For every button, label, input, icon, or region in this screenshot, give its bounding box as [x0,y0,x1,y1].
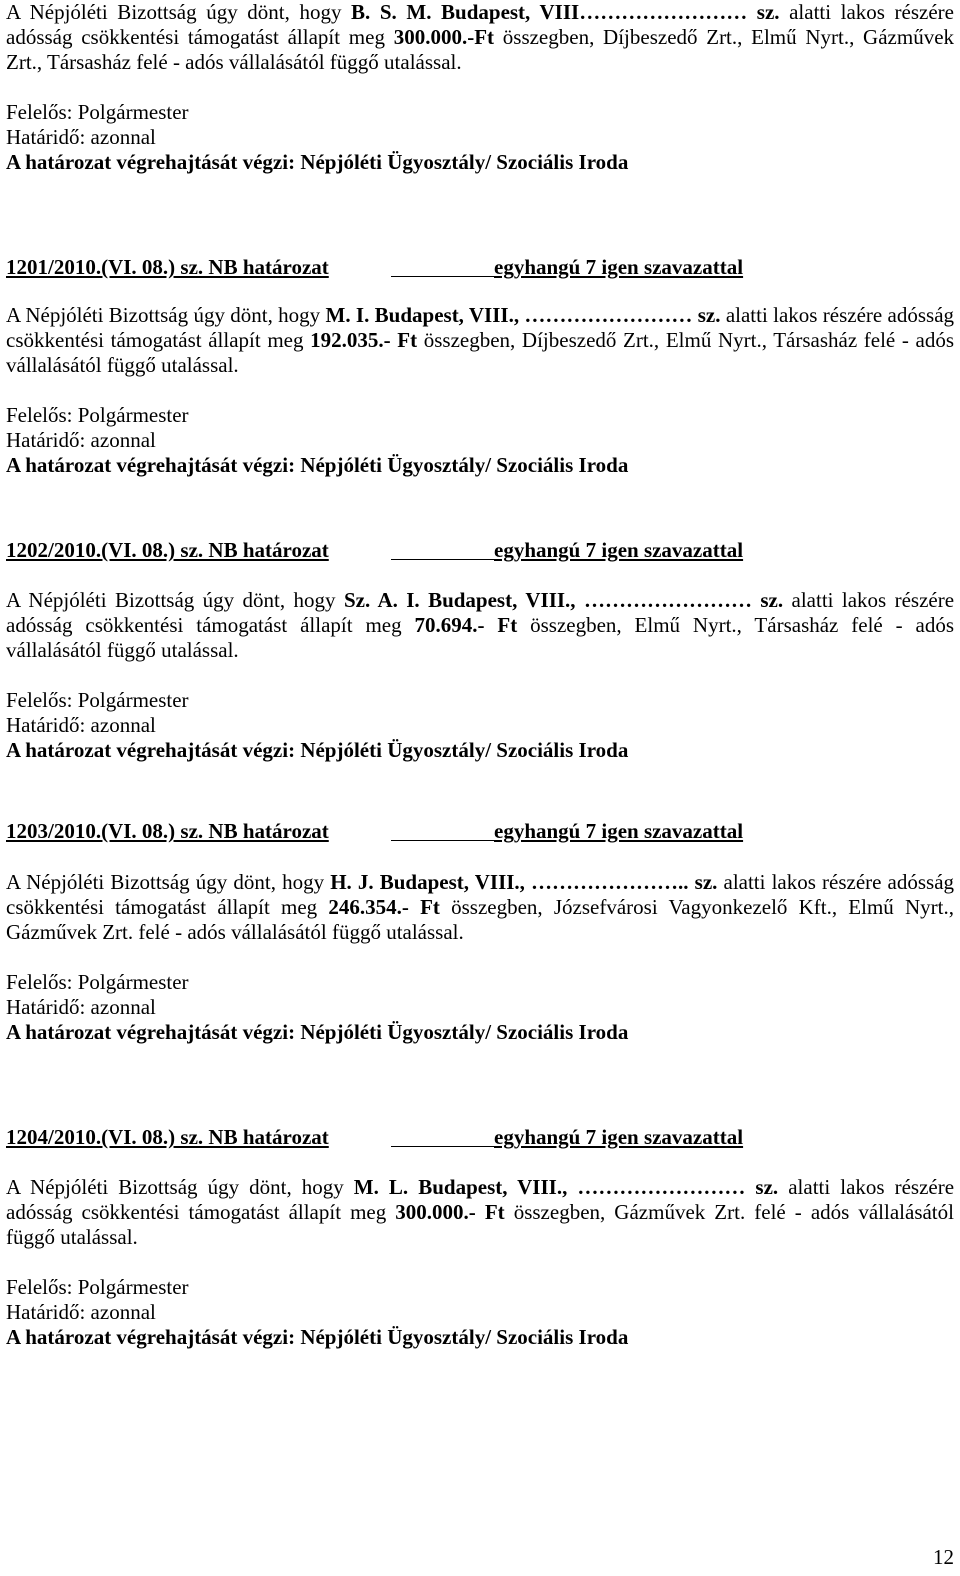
resolution-text: A Népjóléti Bizottság úgy dönt, hogy M. I. Budapest, VIII., …………………… sz. alatti lakos részére adósság csökkentési támogatást állapít meg 192.035.- Ft összegben, Díjbeszedő Zrt., Elmű Nyrt., Társasház felé - adós vállalásától függő utalással. [6,303,955,377]
executor-line: A határozat végrehajtását végzi: Népjóléti Ügyosztály/ Szociális Iroda [6,150,629,174]
resolution-heading [6,819,954,844]
amount: 300.000.- Ft [395,1200,505,1224]
deadline-line: Határidő: azonnal [6,125,156,149]
executor-line: A határozat végrehajtását végzi: Népjóléti Ügyosztály/ Szociális Iroda [6,1325,629,1349]
deadline-line: Határidő: azonnal [6,428,156,452]
vote-result: egyhangú 7 igen szavazattal [494,1125,744,1149]
resolution-1204 [6,1125,954,1350]
resolution-1201 [6,255,954,478]
responsible-line: Felelős: Polgármester [6,1275,189,1299]
client-name: B. S. M. Budapest, VIII [351,0,580,24]
vote-result: egyhangú 7 igen szavazattal [494,538,744,562]
resolution-number: 1203/2010.(VI. 08.) sz. NB határozat [6,819,329,843]
resolution-number: 1202/2010.(VI. 08.) sz. NB határozat [6,538,329,562]
resolution-heading [6,255,954,280]
resolution-1202 [6,538,954,763]
responsible-line: Felelős: Polgármester [6,403,189,427]
resolution-number: 1201/2010.(VI. 08.) sz. NB határozat [6,255,329,279]
resolution-number: 1204/2010.(VI. 08.) sz. NB határozat [6,1125,329,1149]
amount: 70.694.- Ft [414,613,518,637]
amount: 192.035.- Ft [310,328,418,352]
executor-line: A határozat végrehajtását végzi: Népjóléti Ügyosztály/ Szociális Iroda [6,453,629,477]
client-name: H. J. Budapest, VIII., [330,870,525,894]
resolution-heading [6,538,954,563]
executor-line: A határozat végrehajtását végzi: Népjóléti Ügyosztály/ Szociális Iroda [6,1020,629,1044]
executor-line: A határozat végrehajtását végzi: Népjóléti Ügyosztály/ Szociális Iroda [6,738,629,762]
deadline-line: Határidő: azonnal [6,713,156,737]
resolution-text: A Népjóléti Bizottság úgy dönt, hogy H. J. Budapest, VIII., ………………….. sz. alatti lakos részére adósság csökkentési támogatást állapít meg 246.354.- Ft összegben, Józsefvárosi Vagyonkezelő Kft., Elmű Nyrt., Gázművek Zrt. felé - adós vállalásától függő utalással. [6,870,955,944]
resolution-heading [6,1125,954,1150]
resolution-text: A Népjóléti Bizottság úgy dönt, hogy Sz. A. I. Budapest, VIII., …………………… sz. alatti lakos részére adósság csökkentési támogatást állapít meg 70.694.- Ft összegben, Elmű Nyrt., Társasház felé - adós vállalásától függő utalással. [6,588,955,662]
responsible-line: Felelős: Polgármester [6,688,189,712]
resolution-1203 [6,819,954,1045]
client-name: M. I. Budapest, VIII., [325,303,520,327]
resolution-text: A Népjóléti Bizottság úgy dönt, hogy M. L. Budapest, VIII., …………………… sz. alatti lakos részére adósság csökkentési támogatást állapít meg 300.000.- Ft összegben, Gázművek Zrt. felé - adós vállalásától függő utalással. [6,1175,955,1249]
client-name: M. L. Budapest, VIII., [353,1175,568,1199]
amount: 246.354.- Ft [328,895,440,919]
amount: 300.000.-Ft [393,25,495,49]
intro-resolution [6,0,954,175]
client-name: Sz. A. I. Budapest, VIII., [343,588,576,612]
responsible-line: Felelős: Polgármester [6,100,189,124]
deadline-line: Határidő: azonnal [6,1300,156,1324]
responsible-line: Felelős: Polgármester [6,970,189,994]
deadline-line: Határidő: azonnal [6,995,156,1019]
resolution-text: A Népjóléti Bizottság úgy dönt, hogy B. S. M. Budapest, VIII…………………… sz. alatti lakos részére adósság csökkentési támogatást állapít meg 300.000.-Ft összegben, Díjbeszedő Zrt., Elmű Nyrt., Gázművek Zrt., Társasház felé - adós vállalásától függő utalással. [6,0,955,74]
vote-result: egyhangú 7 igen szavazattal [494,255,744,279]
page-number: 12 [933,1545,954,1569]
vote-result: egyhangú 7 igen szavazattal [494,819,744,843]
